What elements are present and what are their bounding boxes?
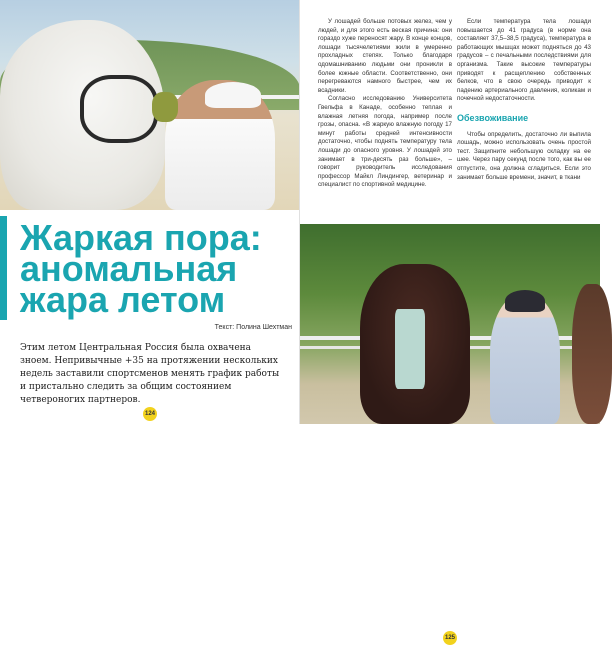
- paragraph: У лошадей больше потовых желез, чем у людей, и для этого есть веская причина: они гораздо хуже переносят жару. В конце концов, лошади тысячелетиями жили в умеренно прохладных степях. Только благодаря одомашниванию людьми они проникли в более южные области. Соответственно, они перегреваются намного быстрее, чем их всадники.: [318, 18, 452, 94]
- photo-rider-with-dark-horse: [300, 224, 600, 641]
- lead-paragraph: Этим летом Центральная Россия была охвачена зноем. Непривычные +35 на протяжении нескольких недель заставили спортсменов менять график работы и пристально следить за общим состоянием четвероногих партнеров.: [20, 343, 280, 405]
- photo-woman-with-white-horse: [0, 0, 300, 210]
- page-number-right: 125: [443, 631, 457, 645]
- horse-bridle: [80, 75, 158, 143]
- page-number-left: 124: [143, 407, 157, 421]
- title-accent-bar: [0, 216, 7, 320]
- green-sponge: [152, 92, 178, 122]
- right-page: [300, 0, 600, 641]
- author-credit: Текст: Полина Шехтман: [214, 324, 292, 331]
- subheading-dehydration: Обезвоживание: [457, 112, 529, 123]
- white-cap: [205, 82, 261, 108]
- article-title: Жаркая пора: аномальная жара летом: [20, 217, 262, 320]
- paragraph: Если температура тела лошади повышается до 41 градуса (в норме она составляет 37,5–38,5 градуса), температура в работающих мышцах может подняться до 43 градусов – с печальными последствиями для организма. Такие высокие температуры приводят к расщеплению собственных белков, что в свою очередь приводит к падению артериального давления, коликам и почечной недостаточности.: [457, 18, 591, 103]
- paragraph: Чтобы определить, достаточно ли выпила лошадь, можно использовать очень простой тест. Защипните небольшую складку на ее шее. Через пару секунд после того, как вы ее отпустите, она должна сгладиться. Если это занимает больше времени, значит, в ткани: [457, 130, 591, 181]
- text-column-2: [457, 18, 591, 182]
- left-page: [0, 0, 300, 424]
- person-in-foreground: [572, 284, 612, 424]
- text-column-1: [318, 18, 452, 190]
- paragraph: Согласно исследованию Университета Гвельфа в Канаде, особенно теплая и влажная летняя погода, например после грозы, опасна. «В жаркую влажную погоду 17 минут работы средней интенсивности достаточно, чтобы поднять температуру тела лошади до опасного уровня. У лошадей это занимает в три-десять раз больше», – говорит руководитель исследования профессор Майкл Линдингер, ветеринар и специалист по спортивной медицине.: [318, 95, 452, 189]
- saddle-pad: [395, 309, 425, 389]
- riding-helmet: [505, 290, 545, 312]
- rider-figure: [490, 294, 560, 424]
